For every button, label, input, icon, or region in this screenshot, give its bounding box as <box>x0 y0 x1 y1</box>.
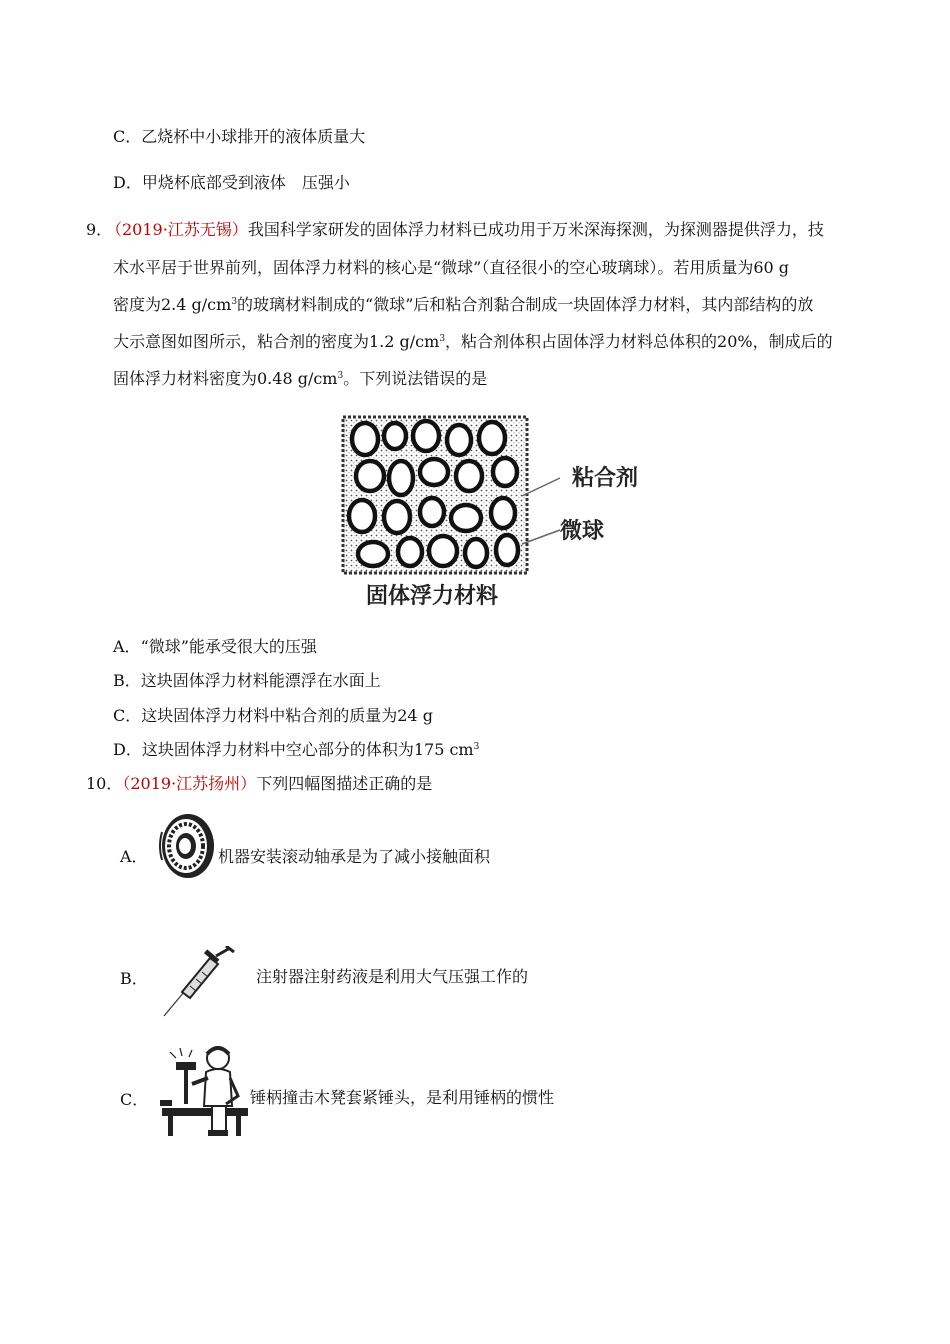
q10-number: 10． <box>86 774 123 793</box>
q9-option-a: A．“微球”能承受很大的压强 <box>113 637 317 656</box>
figure-caption: 固体浮力材料 <box>366 584 499 609</box>
syringe-icon <box>160 946 236 1018</box>
microsphere <box>384 501 410 533</box>
microsphere <box>349 500 375 532</box>
microsphere <box>398 538 422 566</box>
microsphere <box>413 421 439 451</box>
microsphere <box>496 535 518 565</box>
q9-line-2: 术水平居于世界前列，固体浮力材料的核心是“微球”（直径很小的空心玻璃球）。若用质量为60 g <box>113 258 790 277</box>
sphere-pointer <box>522 530 560 544</box>
microsphere <box>420 498 444 526</box>
microsphere <box>447 425 471 455</box>
q10-stem: 10．（2019·江苏扬州）下列四幅图描述正确的是 <box>86 774 433 793</box>
microsphere <box>420 459 448 485</box>
figure-label-binder: 粘合剂 <box>572 466 639 491</box>
bearing-icon <box>158 812 216 880</box>
q9-line-5: 固体浮力材料密度为0.48 $g/cm^3$。下列说法错误的是 <box>113 369 488 388</box>
binder-pointer <box>522 478 560 496</box>
q9-source: （2019·江苏无锡） <box>106 220 248 239</box>
q10-source: （2019·江苏扬州） <box>122 774 257 793</box>
microsphere <box>493 458 517 486</box>
q9-option-b: B．这块固体浮力材料能漂浮在水面上 <box>113 671 381 690</box>
q10-option-a-label: A． <box>120 847 148 866</box>
hammer-person-icon <box>156 1044 252 1138</box>
q9-number: 9． <box>86 220 113 239</box>
q10-option-c-text: 锤柄撞击木凳套紧锤头，是利用锤柄的惯性 <box>250 1088 555 1107</box>
q8-option-c: C．乙烧杯中小球排开的液体质量大 <box>113 127 366 146</box>
microsphere <box>491 498 515 528</box>
q9-line-3: 密度为2.4 $g/cm^3$的玻璃材料制成的“微球”后和粘合剂黏合制成一块固体浮力材料，其内部结构的放 <box>113 295 814 314</box>
buoyancy-material-figure <box>340 414 530 576</box>
microsphere <box>384 423 406 449</box>
q10-option-c-label: C． <box>120 1090 149 1109</box>
q9-line-1: （2019·江苏无锡）我国科学家研发的固体浮力材料已成功用于万米深海探测，为探测器提供浮力，技 <box>106 220 824 239</box>
microsphere <box>358 542 388 566</box>
q9-line-4: 大示意图如图所示，粘合剂的密度为1.2 $g/cm^3$，粘合剂体积占固体浮力材料总体积的20%，制成后的 <box>113 332 833 351</box>
q10-option-b-text: 注射器注射药液是利用大气压强工作的 <box>256 967 529 986</box>
microsphere <box>429 536 457 566</box>
q9-option-d: D．这块固体浮力材料中空心部分的体积为175 $cm^3$ <box>113 740 480 759</box>
microsphere <box>451 505 481 531</box>
microsphere <box>389 461 413 495</box>
microsphere <box>356 461 384 491</box>
microsphere <box>352 423 378 455</box>
q10-option-a-text: 机器安装滚动轴承是为了减小接触面积 <box>218 847 491 866</box>
figure-label-sphere: 微球 <box>560 519 605 544</box>
microsphere <box>456 461 482 491</box>
q9-option-c: C．这块固体浮力材料中粘合剂的质量为24 g <box>113 706 433 725</box>
q10-option-b-label: B． <box>120 969 148 988</box>
q8-option-d: D．甲烧杯底部受到液体 压强小 <box>113 173 350 192</box>
microsphere <box>465 539 487 567</box>
microsphere <box>479 422 505 454</box>
